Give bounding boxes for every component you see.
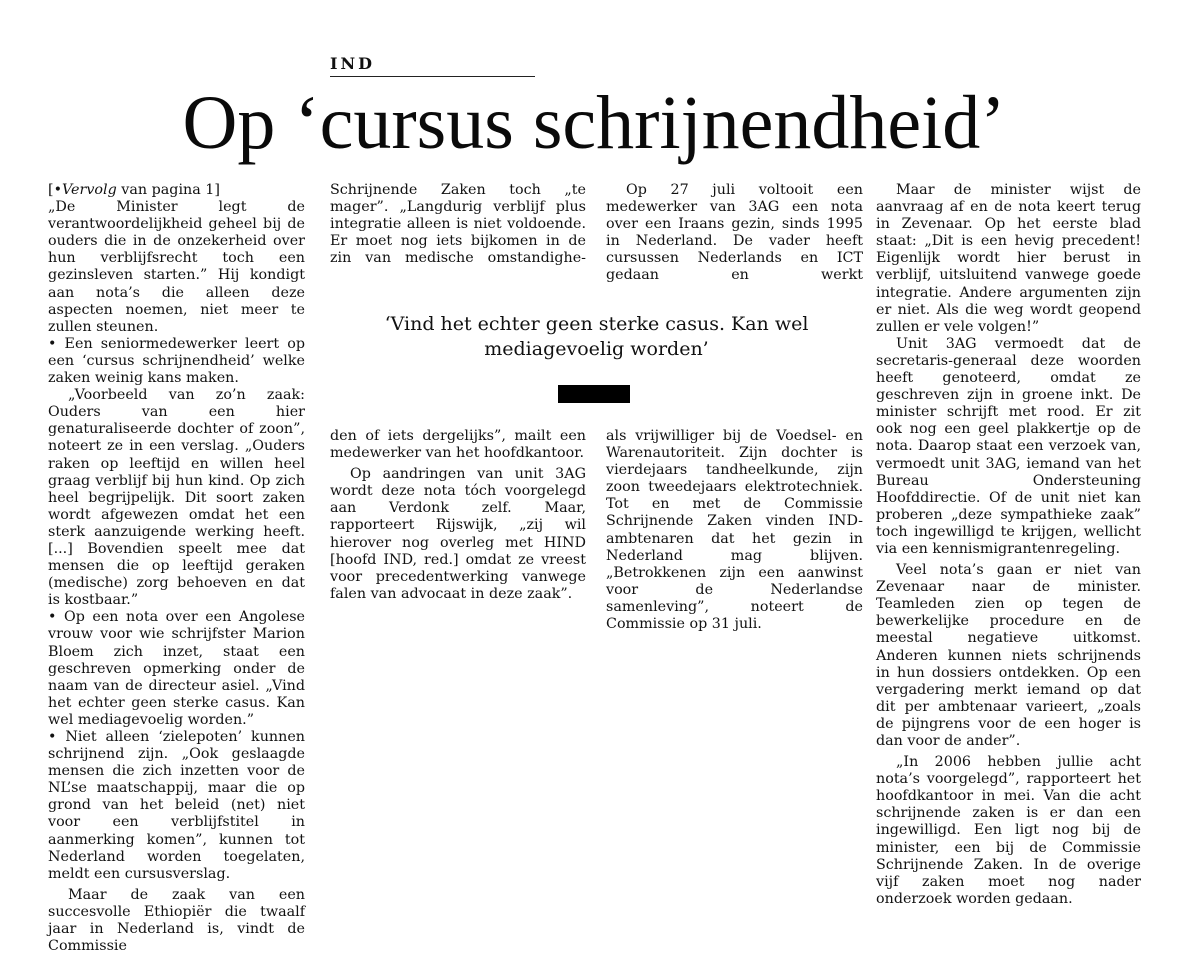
- section-kicker: IND: [330, 54, 375, 73]
- continued-note: [48, 182, 305, 199]
- continued-rest: van pagina 1]: [116, 182, 220, 198]
- continued-open: [•: [48, 182, 63, 198]
- paragraph: als vrijwilliger bij de Voedsel- en Warenautoriteit. Zijn dochter is vierdejaars tandheelkunde, zijn zoon tweedejaars elektrotechniek. Tot en met de Commissie Schrijnende Zaken vinden IND-ambtenaren dat het gezin in Nederland mag blijven. „Betrokkenen zijn een aanwinst voor de Nederlandse samenleving”, noteert de Commissie op 31 juli.: [606, 428, 863, 633]
- paragraph: „In 2006 hebben jullie acht nota’s voorgelegd”, rapporteert het hoofdkantoor in mei. Van die acht schrijnende zaken is er dan een ingewilligd. Een ligt nog bij de minister, een bij de Commissie Schrijnende Zaken. In de overige vijf zaken moet nog nader onderzoek worden gedaan.: [876, 754, 1141, 907]
- continued-em: Vervolg: [62, 182, 117, 198]
- paragraph: Maar de zaak van een succesvolle Ethiopiër die twaalf jaar in Nederland is, vindt de Commissie: [48, 886, 305, 955]
- kicker-rule: [330, 76, 535, 77]
- paragraph: • Op een nota over een Angolese vrouw voor wie schrijfster Marion Bloem zich inzet, staat een geschreven opmerking onder de naam van de directeur asiel. „Vind het echter geen sterke casus. Kan wel mediagevoelig worden.”: [48, 609, 305, 728]
- column-4: [876, 182, 1141, 908]
- paragraph: • Een seniormedewerker leert op een ‘cursus schrijnendheid’ welke zaken weinig kans maken.: [48, 335, 305, 387]
- paragraph: „Voorbeeld van zo’n zaak: Ouders van een hier genaturaliseerde dochter of zoon”, noteert ze in een verslag. „Ouders raken op leeftijd en willen heel graag verblijf bij hun kind. Op zich heel begrijpelijk. Dit soort zaken wordt afgewezen omdat het een sterk aanzuigende werking heeft. [...] Bovendien speelt mee dat mensen die op leeftijd geraken (medische) zorg behoeven en dat is kostbaar.”: [48, 387, 305, 609]
- column-1: [48, 182, 305, 955]
- paragraph: Veel nota’s gaan er niet van Zevenaar naar de minister. Teamleden zien op tegen de bewerkelijke procedure en de meestal negatieve uitkomst. Anderen kunnen niets schrijnends in hun dossiers ontdekken. Op een vergadering merkt iemand op dat dit per ambtenaar varieert, „zoals de pijngrens voor de een hoger is dan voor de ander”.: [876, 562, 1141, 749]
- paragraph: „De Minister legt de verantwoordelijkheid geheel bij de ouders die in de onzekerheid over hun verblijfsrecht toch een gezinsleven starten.” Hij kondigt aan nota’s die alleen deze aspecten noemen, niet meer te zullen steunen.: [48, 199, 305, 335]
- column-3-top: [606, 182, 863, 285]
- headline: Op ‘cursus schrijnendheid’: [182, 81, 1006, 165]
- paragraph: Maar de minister wijst de aanvraag af en de nota keert terug in Zevenaar. Op het eerste blad staat: „Dit is een hevig precedent! Eigenlijk wordt hier berust in verblijf, uitsluitend vanwege goede integratie. Andere argumenten zijn er niet. Als die weg wordt geopend zullen er vele volgen!”: [876, 182, 1141, 335]
- paragraph: den of iets dergelijks”, mailt een medewerker van het hoofdkantoor.: [330, 428, 586, 462]
- column-3-bottom: [606, 428, 863, 633]
- column-2-top: [330, 182, 586, 267]
- pull-quote-bar: [558, 385, 630, 403]
- paragraph: Schrijnende Zaken toch „te mager”. „Langdurig verblijf plus integratie alleen is niet voldoende. Er moet nog iets bijkomen in de zin van medische omstandighe-: [330, 182, 586, 267]
- pull-quote: ‘Vind het echter geen sterke casus. Kan wel mediagevoelig worden’: [384, 313, 809, 360]
- paragraph: Op aandringen van unit 3AG wordt deze nota tóch voorgelegd aan Verdonk zelf. Maar, rapporteert Rijswijk, „zij wil hierover nog overleg met HIND [hoofd IND, red.] omdat ze vreest voor precedentwerking vanwege falen van advocaat in deze zaak”.: [330, 466, 586, 602]
- paragraph: • Niet alleen ‘zielepoten’ kunnen schrijnend zijn. „Ook geslaagde mensen die zich inzetten voor de NL’se maatschappij, maar die op grond van het beleid (net) niet voor een verblijfstitel in aanmerking komen”, kunnen tot Nederland worden toegelaten, meldt een cursusverslag.: [48, 729, 305, 882]
- column-2-bottom: [330, 428, 586, 603]
- paragraph: Op 27 juli voltooit een medewerker van 3AG een nota over een Iraans gezin, sinds 1995 in Nederland. De vader heeft cursussen Nederlands en ICT gedaan en werkt: [606, 182, 863, 284]
- paragraph: Unit 3AG vermoedt dat de secretaris-generaal deze woorden heeft genoteerd, omdat ze geschreven zijn in groene inkt. De minister schrijft met rood. Er zit ook nog een geel plakkertje op de nota. Daarop staat een verzoek van, vermoedt unit 3AG, iemand van het Bureau Ondersteuning Hoofddirectie. Of de unit niet kan proberen „deze sympathieke zaak” toch ingewilligd te krijgen, wellicht via een kennismigrantenregeling.: [876, 335, 1141, 557]
